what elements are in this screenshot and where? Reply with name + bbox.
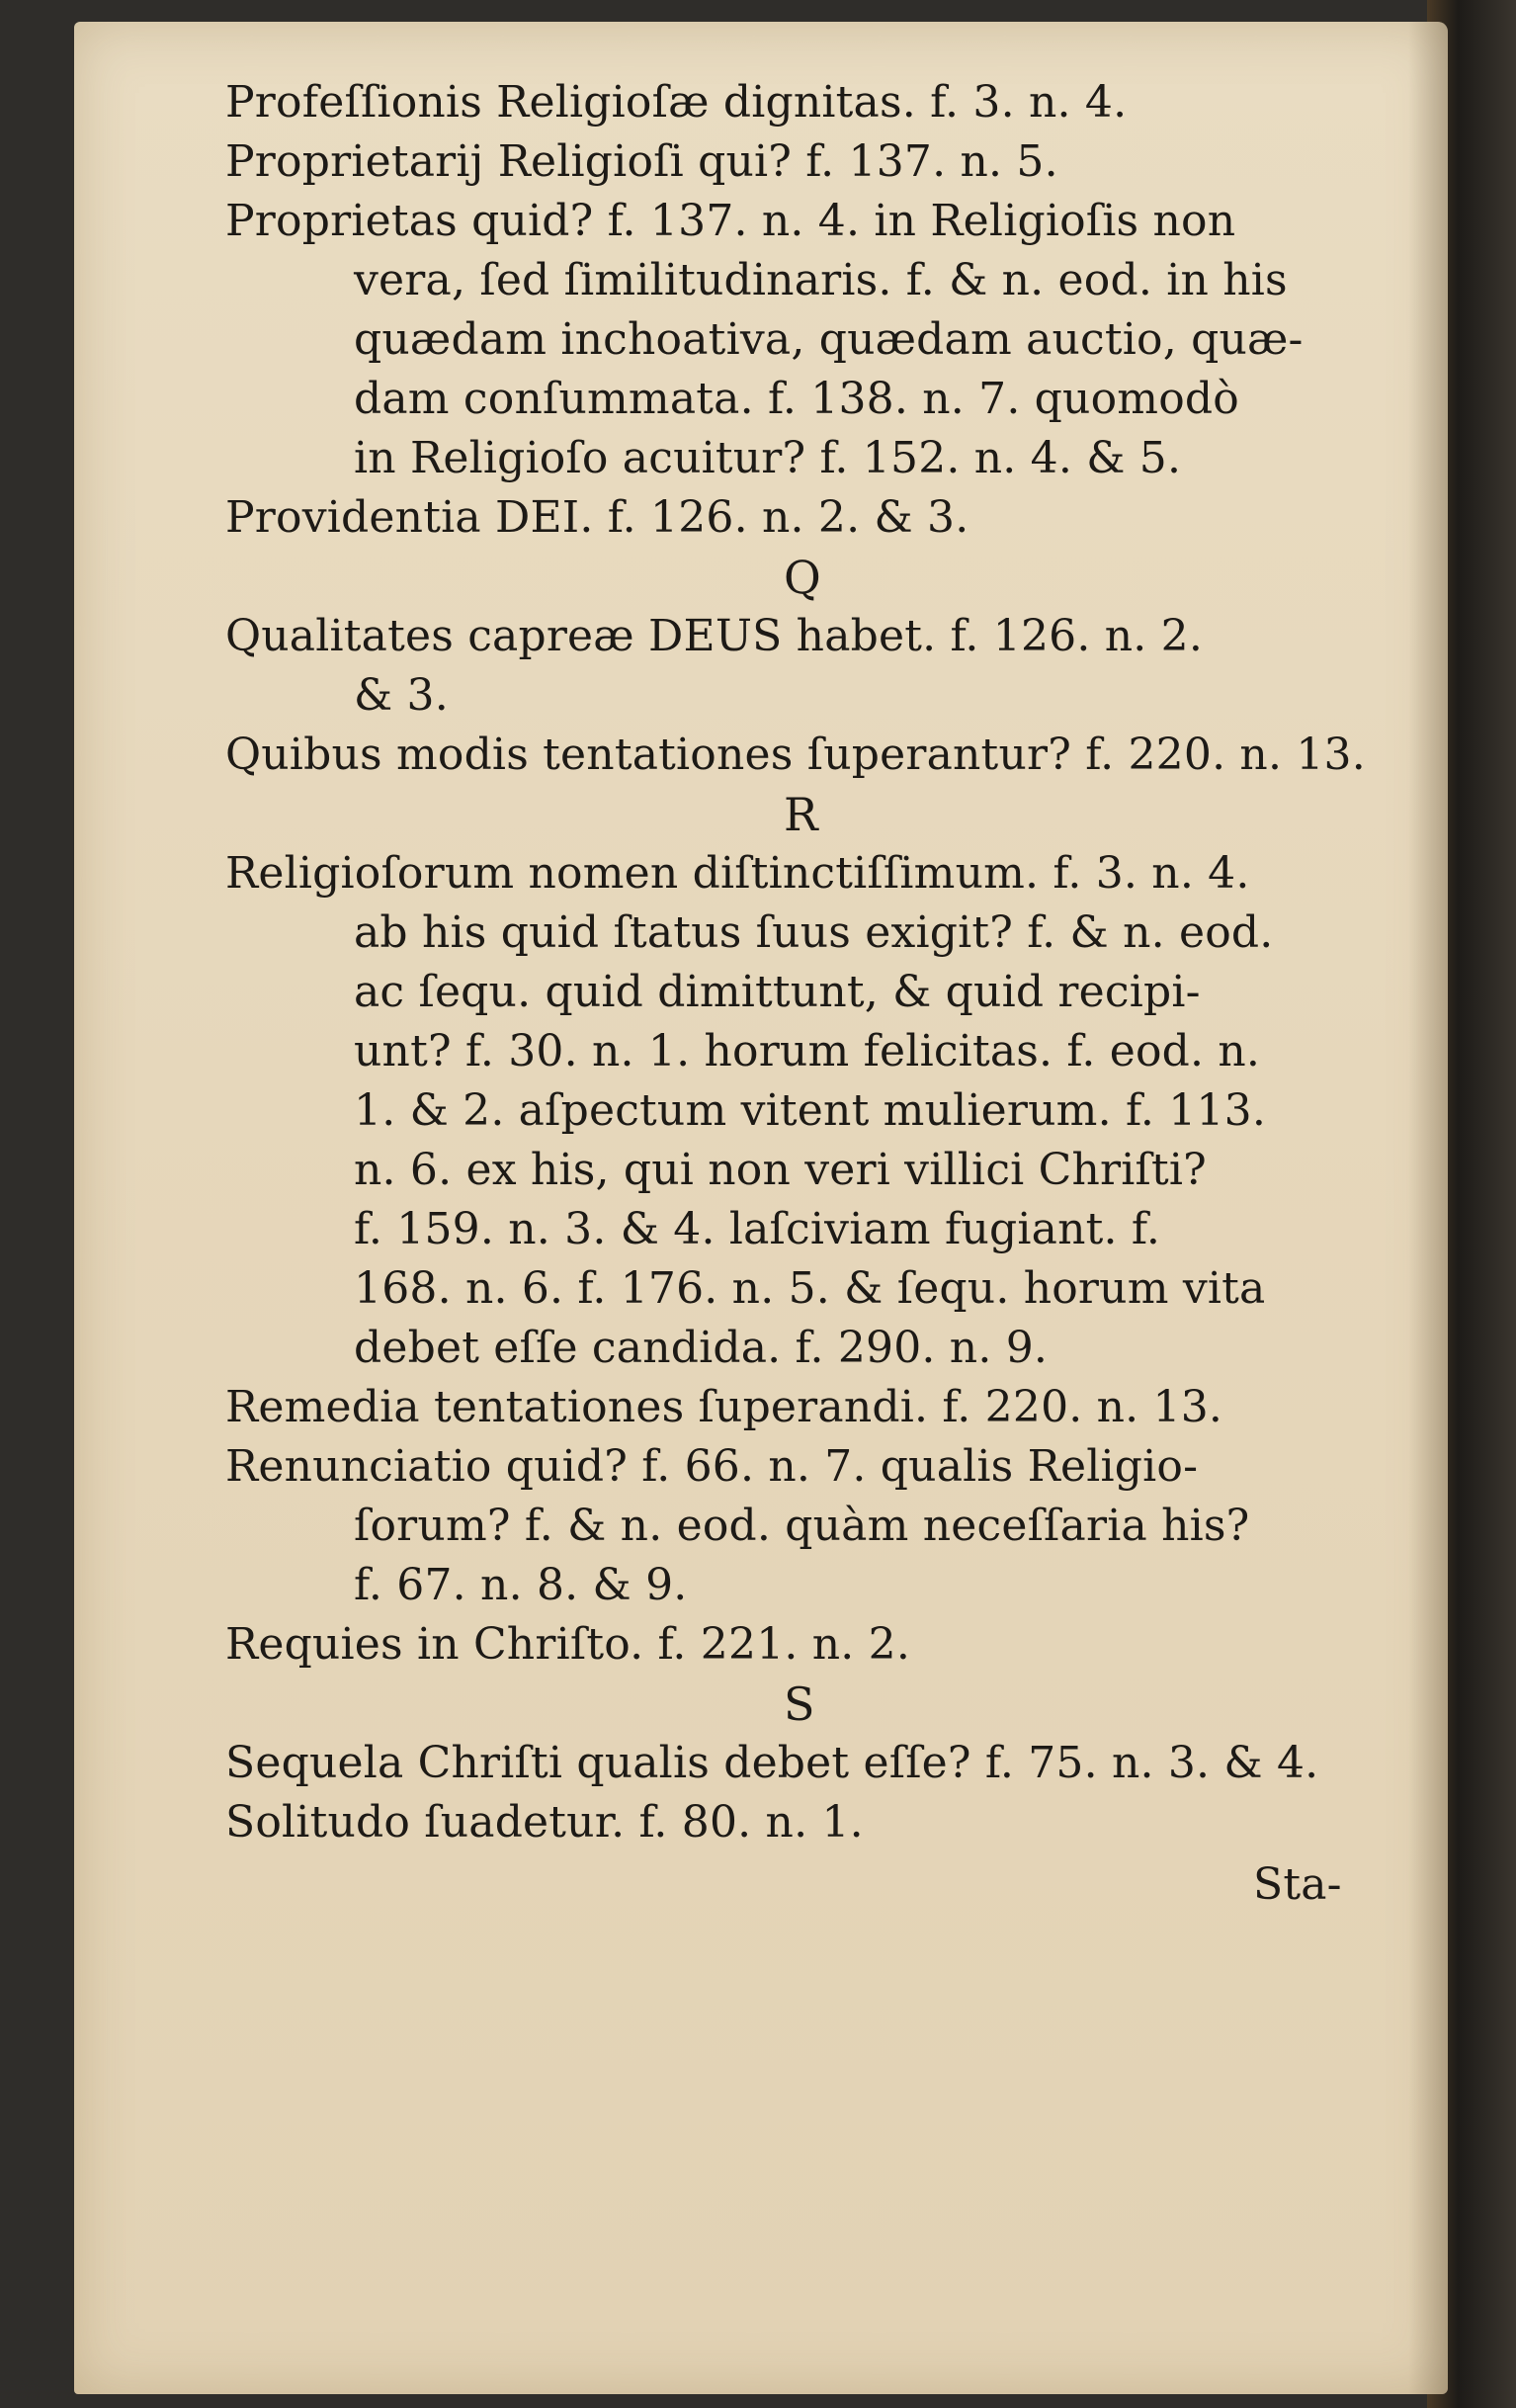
book-page: [74, 22, 1448, 2394]
index-entry-remedia: Remedia tentationes ſuperandi. f. 220. n. 13.: [225, 1382, 1223, 1432]
index-entry-continuation: ſorum? f. & n. eod. quàm neceſſaria his?: [354, 1501, 1250, 1551]
index-entry-continuation: in Religioſo acuitur? f. 152. n. 4. & 5.: [354, 433, 1182, 483]
index-entry-continuation: & 3.: [354, 670, 449, 721]
index-entry-continuation: vera, ſed ſimilitudinaris. f. & n. eod. in his: [354, 255, 1288, 305]
index-entry-providentia: Providentia DEI. f. 126. n. 2. & 3.: [225, 492, 969, 543]
index-entry-continuation: f. 159. n. 3. & 4. laſciviam fugiant. f.: [354, 1204, 1161, 1254]
index-entry-continuation: n. 6. ex his, qui non veri villici Chriſti?: [354, 1145, 1207, 1195]
index-entry-continuation: 1. & 2. aſpectum vitent mulierum. f. 113.: [354, 1085, 1267, 1136]
index-entry-continuation: quædam inchoativa, quædam auctio, quæ-: [354, 314, 1304, 365]
index-entry-professionis: Profeſſionis Religioſæ dignitas. f. 3. n. 4.: [225, 77, 1128, 128]
index-entry-proprietarij: Proprietarij Religioſi qui? f. 137. n. 5.: [225, 136, 1058, 187]
index-entry-continuation: dam conſummata. f. 138. n. 7. quomodò: [354, 374, 1239, 424]
section-letter-s: S: [784, 1677, 815, 1731]
index-entry-qualitates: Qualitates capreæ DEUS habet. f. 126. n. 2.: [225, 611, 1204, 661]
index-entry-continuation: debet eſſe candida. f. 290. n. 9.: [354, 1323, 1049, 1373]
index-entry-continuation: 168. n. 6. f. 176. n. 5. & ſequ. horum vita: [354, 1263, 1266, 1314]
section-letter-r: R: [784, 788, 818, 841]
index-entry-religiosorum: Religioſorum nomen diſtinctiſſimum. f. 3. n. 4.: [225, 848, 1250, 899]
index-entry-quibus: Quibus modis tentationes ſuperantur? f. 220. n. 13.: [225, 730, 1366, 780]
index-entry-continuation: ab his quid ſtatus ſuus exigit? f. & n. eod.: [354, 907, 1274, 958]
index-entry-sequela: Sequela Chriſti qualis debet eſſe? f. 75. n. 3. & 4.: [225, 1738, 1319, 1788]
index-entry-continuation: ac ſequ. quid dimittunt, & quid recipi-: [354, 967, 1201, 1017]
index-entry-proprietas: Proprietas quid? f. 137. n. 4. in Religioſis non: [225, 196, 1236, 246]
section-letter-q: Q: [784, 551, 821, 604]
index-entry-continuation: unt? f. 30. n. 1. horum felicitas. f. eod. n.: [354, 1026, 1261, 1076]
catchword: Sta-: [1253, 1859, 1342, 1910]
index-entry-continuation: f. 67. n. 8. & 9.: [354, 1560, 688, 1610]
index-entry-requies: Requies in Chriſto. f. 221. n. 2.: [225, 1619, 911, 1670]
index-entry-renunciatio: Renunciatio quid? f. 66. n. 7. qualis Religio-: [225, 1441, 1199, 1492]
index-entry-solitudo: Solitudo ſuadetur. f. 80. n. 1.: [225, 1797, 864, 1848]
